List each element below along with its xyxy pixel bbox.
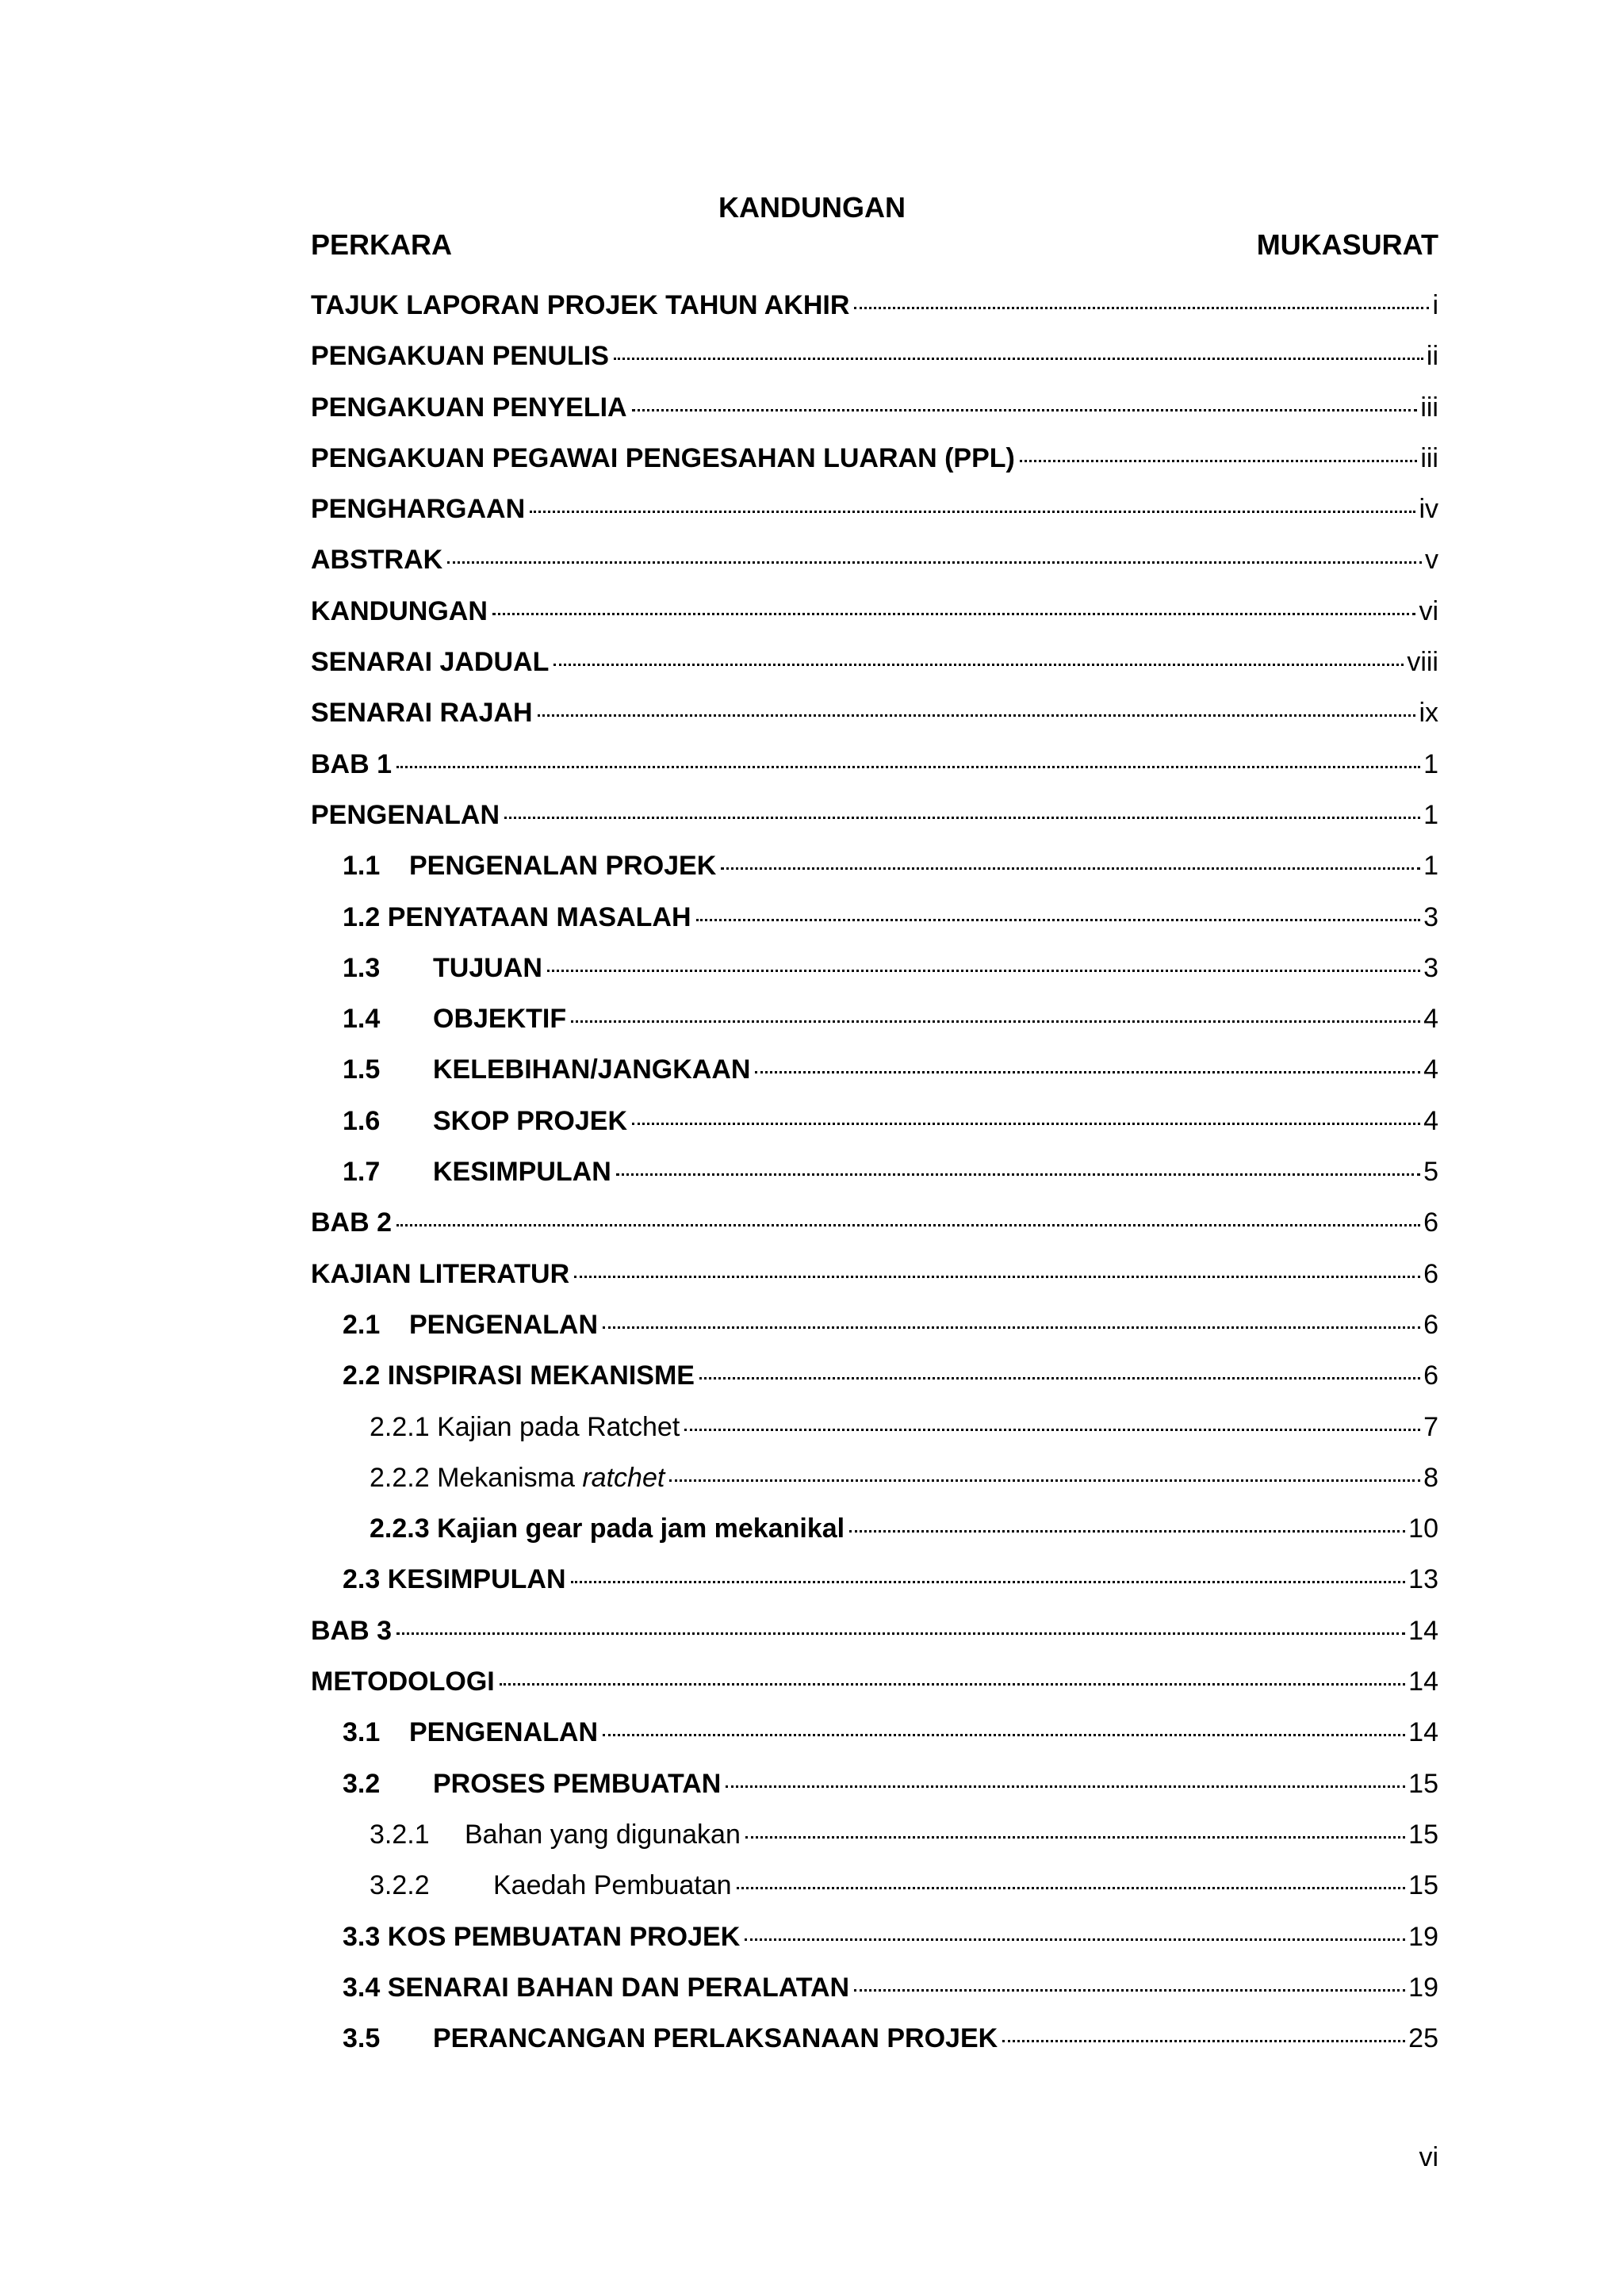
toc-entry xyxy=(311,901,1438,951)
dot-leader xyxy=(721,867,1420,870)
toc-entry xyxy=(311,951,1438,1002)
dot-leader xyxy=(603,1734,1405,1736)
toc-entry xyxy=(311,1818,1438,1869)
toc-entry xyxy=(311,595,1438,645)
toc-entry-page: 1 xyxy=(1423,851,1438,882)
dot-leader xyxy=(854,1989,1405,1992)
dot-leader xyxy=(396,1224,1420,1226)
dot-leader xyxy=(530,511,1415,513)
toc-entry xyxy=(311,1869,1438,1919)
toc-entry-title: SENARAI JADUAL xyxy=(311,647,550,678)
toc-entry-title: BAB 1 xyxy=(311,748,393,779)
toc-entry xyxy=(311,1410,1438,1461)
page-number: vi xyxy=(1419,2142,1438,2172)
toc-entry-page: 6 xyxy=(1423,1258,1438,1289)
toc-entry-title: METODOLOGI xyxy=(311,1667,495,1697)
toc-entry-page: 4 xyxy=(1423,1004,1438,1035)
toc-entry-title: Kaedah Pembuatan xyxy=(493,1870,732,1901)
toc-entry-title: ABSTRAK xyxy=(311,545,443,576)
toc-entry-page: 14 xyxy=(1408,1667,1438,1697)
toc-entry-page: 4 xyxy=(1423,1105,1438,1136)
dot-leader xyxy=(504,817,1420,819)
toc-entry-title: KANDUNGAN xyxy=(311,595,488,626)
toc-entry-title: SENARAI RAJAH xyxy=(311,698,533,729)
dot-leader xyxy=(571,1020,1420,1023)
toc-entry-page: 14 xyxy=(1408,1717,1438,1748)
toc-entry xyxy=(311,442,1438,492)
toc-entry-title: PROSES PEMBUATAN xyxy=(433,1768,722,1799)
toc-entry-page: i xyxy=(1432,290,1438,320)
toc-entry-title: PENGAKUAN PEGAWAI PENGESAHAN LUARAN (PPL) xyxy=(311,442,1015,473)
dot-leader xyxy=(547,970,1420,972)
toc-entry-title: KESIMPULAN xyxy=(433,1157,611,1188)
toc-entry-page: 5 xyxy=(1423,1157,1438,1188)
toc-entry xyxy=(311,1461,1438,1512)
dot-leader xyxy=(745,1836,1405,1839)
toc-entry xyxy=(311,1002,1438,1053)
dot-leader xyxy=(616,1173,1420,1176)
toc-entry-number: 3.2 xyxy=(343,1768,381,1799)
toc-entry-page: vi xyxy=(1419,595,1438,626)
dot-leader xyxy=(684,1429,1420,1431)
toc-entry xyxy=(311,1971,1438,2022)
dot-leader xyxy=(632,409,1418,411)
toc-entry xyxy=(311,2022,1438,2072)
dot-leader xyxy=(447,561,1422,564)
toc-entry-page: 3 xyxy=(1423,901,1438,932)
toc-entry-title: PERANCANGAN PERLAKSANAAN PROJEK xyxy=(433,2023,998,2054)
toc-entry-title: PENGHARGAAN xyxy=(311,494,526,525)
dot-leader xyxy=(696,919,1421,921)
toc-entry xyxy=(311,1920,1438,1971)
toc-entry-number: 1.5 xyxy=(343,1054,381,1085)
toc-entry xyxy=(311,1206,1438,1257)
toc-entry xyxy=(311,1359,1438,1410)
toc-entry xyxy=(311,1563,1438,1613)
dot-leader xyxy=(849,1530,1405,1533)
toc-entry-title: KAJIAN LITERATUR xyxy=(311,1258,570,1289)
toc-entry-page: 8 xyxy=(1423,1462,1438,1493)
toc-entry xyxy=(311,798,1438,849)
toc-entry-page: 25 xyxy=(1408,2023,1438,2054)
toc-entry-title: 3.3 KOS PEMBUATAN PROJEK xyxy=(343,1921,741,1952)
dot-leader xyxy=(553,664,1404,666)
toc-entry-title: 2.3 KESIMPULAN xyxy=(343,1564,566,1595)
toc-entry-title: 2.2 INSPIRASI MEKANISME xyxy=(343,1360,695,1391)
toc-entry-title: PENGAKUAN PENYELIA xyxy=(311,392,627,423)
toc-entry xyxy=(311,1614,1438,1665)
toc-entry xyxy=(311,748,1438,798)
toc-entry xyxy=(311,849,1438,900)
dot-leader xyxy=(574,1276,1420,1278)
toc-entry xyxy=(311,1257,1438,1308)
toc-entry-title: KELEBIHAN/JANGKAAN xyxy=(433,1054,751,1085)
toc-entry-page: 7 xyxy=(1423,1411,1438,1442)
toc-entry-page: 6 xyxy=(1423,1207,1438,1238)
dot-leader xyxy=(396,766,1420,768)
column-header-mukasurat: MUKASURAT xyxy=(1256,228,1438,261)
toc-entry-page: 6 xyxy=(1423,1360,1438,1391)
toc-entry-title: 2.2.3 Kajian gear pada jam mekanikal xyxy=(370,1513,845,1544)
toc-entry-title: 1.2 PENYATAAN MASALAH xyxy=(343,901,691,932)
toc-entry-page: iii xyxy=(1420,392,1438,423)
dot-leader xyxy=(745,1938,1405,1941)
dot-leader xyxy=(538,714,1416,717)
toc-entry-page: 19 xyxy=(1408,1921,1438,1952)
toc-entry-page: 1 xyxy=(1423,799,1438,830)
toc-entry-title-italic: ratchet xyxy=(582,1462,665,1493)
toc-entry-page: 13 xyxy=(1408,1564,1438,1595)
dot-leader xyxy=(614,358,1423,360)
toc-entry-number: 1.3 xyxy=(343,952,381,983)
toc-entry xyxy=(311,645,1438,696)
toc-entry-page: 15 xyxy=(1408,1870,1438,1901)
toc-entry-number: 1.7 xyxy=(343,1157,381,1188)
dot-leader xyxy=(492,613,1416,615)
toc-entry-number: 3.5 xyxy=(343,2023,381,2054)
toc-entry-number: 1.1 xyxy=(343,851,381,882)
column-header-perkara: PERKARA xyxy=(311,228,453,261)
toc-entry xyxy=(311,1053,1438,1104)
dot-leader xyxy=(699,1377,1420,1380)
table-of-contents xyxy=(311,289,1438,2072)
toc-entry-page: iv xyxy=(1419,494,1438,525)
dot-leader xyxy=(396,1632,1405,1635)
toc-entry-title: BAB 2 xyxy=(311,1207,393,1238)
toc-entry-title: PENGAKUAN PENULIS xyxy=(311,341,609,372)
toc-entry-title: PENGENALAN xyxy=(409,1309,599,1340)
toc-entry xyxy=(311,543,1438,594)
toc-entry-page: ii xyxy=(1426,341,1438,372)
toc-entry xyxy=(311,1308,1438,1359)
toc-entry-title: OBJEKTIF xyxy=(433,1004,567,1035)
dot-leader xyxy=(755,1071,1420,1073)
toc-entry-page: 15 xyxy=(1408,1768,1438,1799)
toc-entry-number: 3.1 xyxy=(343,1717,381,1748)
toc-entry-page: 15 xyxy=(1408,1819,1438,1850)
toc-entry xyxy=(311,1716,1438,1766)
toc-entry-page: 4 xyxy=(1423,1054,1438,1085)
toc-entry xyxy=(311,492,1438,543)
toc-entry-page: viii xyxy=(1407,647,1438,678)
toc-entry xyxy=(311,1155,1438,1206)
dot-leader xyxy=(603,1326,1420,1329)
toc-entry-title: TAJUK LAPORAN PROJEK TAHUN AKHIR xyxy=(311,290,850,320)
toc-entry-number: 3.2.1 xyxy=(370,1819,430,1850)
toc-entry-number: 3.2.2 xyxy=(370,1870,430,1901)
dot-leader xyxy=(1020,460,1417,462)
dot-leader xyxy=(500,1683,1405,1686)
toc-entry xyxy=(311,1767,1438,1818)
toc-entry-page: 10 xyxy=(1408,1513,1438,1544)
toc-entry-page: ix xyxy=(1419,698,1438,729)
toc-entry xyxy=(311,391,1438,442)
toc-entry-title: PENGENALAN PROJEK xyxy=(409,851,717,882)
toc-entry-title: BAB 3 xyxy=(311,1615,393,1646)
dot-leader xyxy=(737,1887,1406,1889)
toc-entry-page: 3 xyxy=(1423,952,1438,983)
toc-entry-number: 1.4 xyxy=(343,1004,381,1035)
toc-entry xyxy=(311,1665,1438,1716)
toc-entry-page: iii xyxy=(1420,442,1438,473)
toc-entry-page: 1 xyxy=(1423,748,1438,779)
toc-entry-title: 2.2.1 Kajian pada Ratchet xyxy=(370,1411,680,1442)
dot-leader xyxy=(726,1785,1405,1788)
toc-entry-page: 6 xyxy=(1423,1309,1438,1340)
toc-entry-title: PENGENALAN xyxy=(409,1717,599,1748)
toc-entry xyxy=(311,289,1438,339)
toc-entry-number: 2.1 xyxy=(343,1309,381,1340)
toc-entry xyxy=(311,1512,1438,1563)
toc-entry-page: 19 xyxy=(1408,1972,1438,2003)
dot-leader xyxy=(571,1581,1406,1583)
toc-entry-page: v xyxy=(1425,545,1438,576)
toc-entry xyxy=(311,339,1438,390)
dot-leader xyxy=(854,307,1429,309)
dot-leader xyxy=(632,1123,1420,1125)
toc-entry xyxy=(311,696,1438,747)
dot-leader xyxy=(669,1479,1420,1482)
dot-leader xyxy=(1002,2040,1405,2042)
toc-entry-title: 3.4 SENARAI BAHAN DAN PERALATAN xyxy=(343,1972,850,2003)
toc-entry-page: 14 xyxy=(1408,1615,1438,1646)
page-title: KANDUNGAN xyxy=(718,191,906,224)
toc-entry-number: 1.6 xyxy=(343,1105,381,1136)
toc-entry-title: TUJUAN xyxy=(433,952,542,983)
toc-entry-title: SKOP PROJEK xyxy=(433,1105,628,1136)
toc-entry-title: Bahan yang digunakan xyxy=(465,1819,741,1850)
toc-entry-title: 2.2.2 Mekanisma xyxy=(370,1462,583,1493)
toc-entry xyxy=(311,1104,1438,1155)
toc-entry-title: PENGENALAN xyxy=(311,799,500,830)
